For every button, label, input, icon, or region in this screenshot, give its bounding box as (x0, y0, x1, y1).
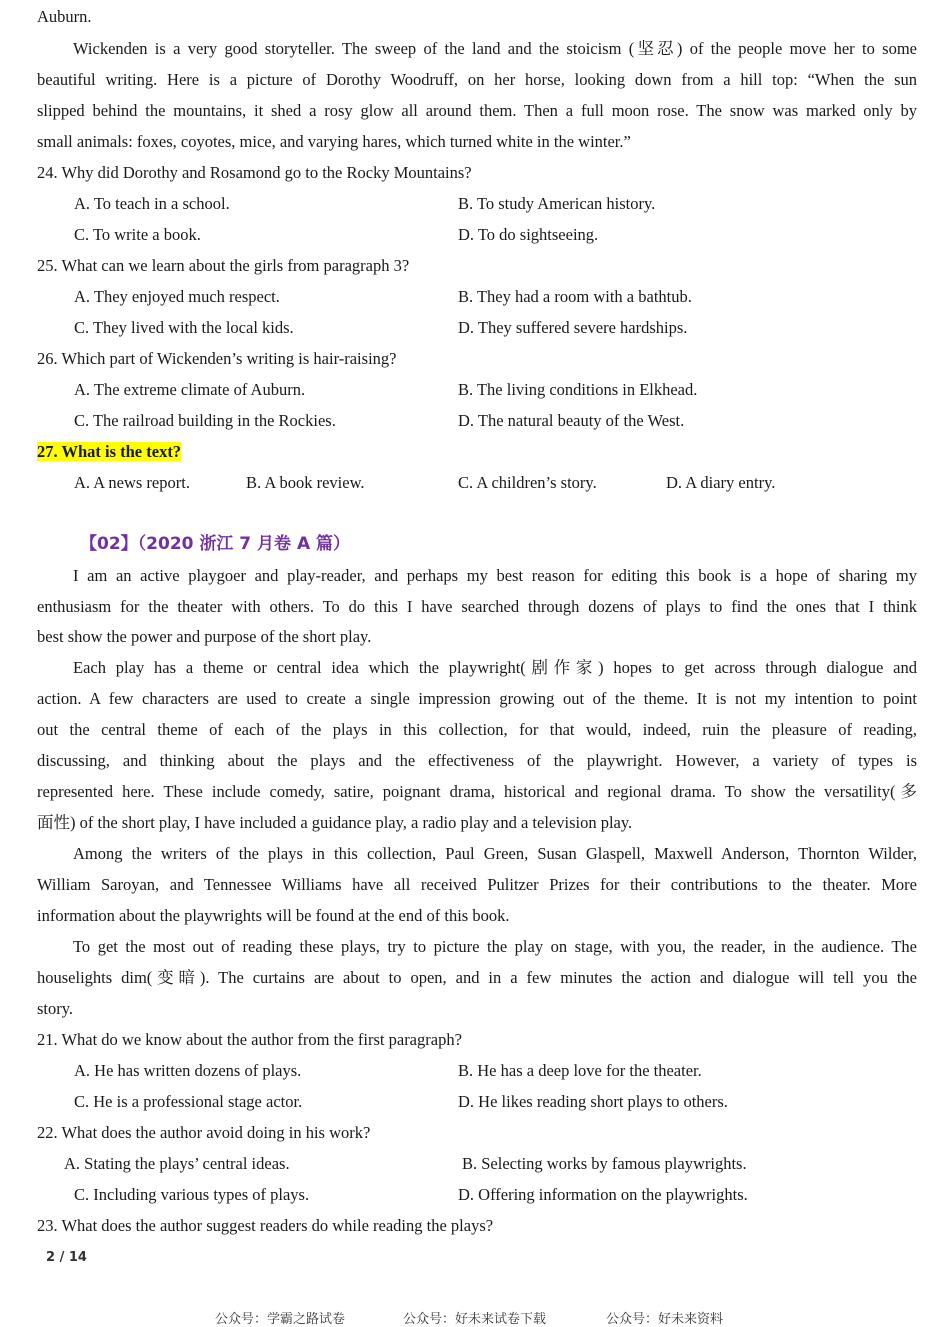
footer-text: 公众号：学霸之路试卷 (215, 1312, 346, 1327)
option-c: C. To write a book. (74, 225, 201, 244)
option-d: D. The natural beauty of the West. (458, 411, 685, 430)
text-line: enthusiasm for the theater with others. To do this I have searched through dozens of plays to find the ones that I think (37, 597, 917, 616)
option-c: C. A children’s story. (458, 473, 597, 492)
text-line: story. (37, 999, 74, 1018)
text-line: houselights dim(变暗). The curtains are about to open, and in a few minutes the action and dialogue will tell you the (37, 968, 917, 987)
question-stem: 25. What can we learn about the girls from paragraph 3? (37, 256, 410, 275)
option-d: D. Offering information on the playwrights. (458, 1185, 748, 1204)
text-line: beautiful writing. Here is a picture of Dorothy Woodruff, on her horse, looking down from a hill top: “When the sun (37, 70, 917, 89)
option-b: B. Selecting works by famous playwrights. (462, 1154, 747, 1173)
option-c: C. They lived with the local kids. (74, 318, 294, 337)
option-a: A. To teach in a school. (74, 194, 230, 213)
question-stem-highlighted (37, 441, 917, 463)
text-line: William Saroyan, and Tennessee Williams have all received Pulitzer Prizes for their contributions to the theater. More (37, 875, 917, 894)
question-stem: 24. Why did Dorothy and Rosamond go to the Rocky Mountains? (37, 163, 472, 182)
text-line: represented here. These include comedy, satire, poignant drama, historical and regional drama. To show the versatility(多 (37, 782, 917, 801)
text-line: action. A few characters are used to create a single impression growing out of the theme. It is not my intention to point (37, 689, 917, 708)
text-line: information about the playwrights will be found at the end of this book. (37, 906, 510, 925)
option-a: A. A news report. (74, 473, 190, 492)
option-d: D. He likes reading short plays to others. (458, 1092, 728, 1111)
option-a: A. Stating the plays’ central ideas. (64, 1154, 290, 1173)
option-d: D. A diary entry. (666, 473, 776, 492)
section-heading: 【02】（2020 浙江 7 月卷 A 篇） (80, 534, 351, 554)
text-line: 面性) of the short play, I have included a guidance play, a radio play and a television play. (37, 813, 633, 832)
option-a: A. He has written dozens of plays. (74, 1061, 302, 1080)
option-c: C. Including various types of plays. (74, 1185, 310, 1204)
option-a: A. They enjoyed much respect. (74, 287, 280, 306)
text-line: I am an active playgoer and play-reader, and perhaps my best reason for editing this book is a hope of sharing my (73, 566, 917, 585)
text-line: Among the writers of the plays in this collection, Paul Green, Susan Glaspell, Maxwell Anderson, Thornton Wilder, (73, 844, 917, 863)
footer-text: 公众号：好未来试卷下载 (403, 1312, 547, 1327)
text-line: Auburn. (37, 7, 92, 26)
option-c: C. He is a professional stage actor. (74, 1092, 303, 1111)
option-c: C. The railroad building in the Rockies. (74, 411, 336, 430)
option-d: D. To do sightseeing. (458, 225, 599, 244)
option-b: B. A book review. (246, 473, 365, 492)
option-d: D. They suffered severe hardships. (458, 318, 688, 337)
question-stem: 26. Which part of Wickenden’s writing is hair-raising? (37, 349, 397, 368)
question-stem: 22. What does the author avoid doing in his work? (37, 1123, 371, 1142)
option-b: B. They had a room with a bathtub. (458, 287, 692, 306)
option-b: B. He has a deep love for the theater. (458, 1061, 702, 1080)
highlighted-text: 27. What is the text? (37, 442, 182, 461)
option-b: B. To study American history. (458, 194, 656, 213)
text-line: To get the most out of reading these plays, try to picture the play on stage, with you, the reader, in the audience. The (73, 937, 917, 956)
text-line: discussing, and thinking about the plays and the effectiveness of the playwright. However, a variety of types is (37, 751, 917, 770)
text-line: Each play has a theme or central idea which the playwright(剧作家) hopes to get across through dialogue and (73, 658, 917, 677)
text-line: best show the power and purpose of the short play. (37, 627, 372, 646)
question-stem: 23. What does the author suggest readers do while reading the plays? (37, 1216, 494, 1235)
text-line: small animals: foxes, coyotes, mice, and varying hares, which turned white in the winter.” (37, 132, 631, 151)
option-a: A. The extreme climate of Auburn. (74, 380, 306, 399)
option-b: B. The living conditions in Elkhead. (458, 380, 698, 399)
text-line: slipped behind the mountains, it shed a rosy glow all around them. Then a full moon rose. The snow was marked only by (37, 101, 917, 120)
page-number: 2 / 14 (46, 1250, 87, 1265)
text-line: out the central theme of each of the plays in this collection, for that would, indeed, ruin the pleasure of reading, (37, 720, 917, 739)
question-stem: 21. What do we know about the author from the first paragraph? (37, 1030, 462, 1049)
text-line: Wickenden is a very good storyteller. The sweep of the land and the stoicism (坚忍) of the people move her to some (73, 39, 917, 58)
footer-text: 公众号：好未来资料 (606, 1312, 724, 1327)
